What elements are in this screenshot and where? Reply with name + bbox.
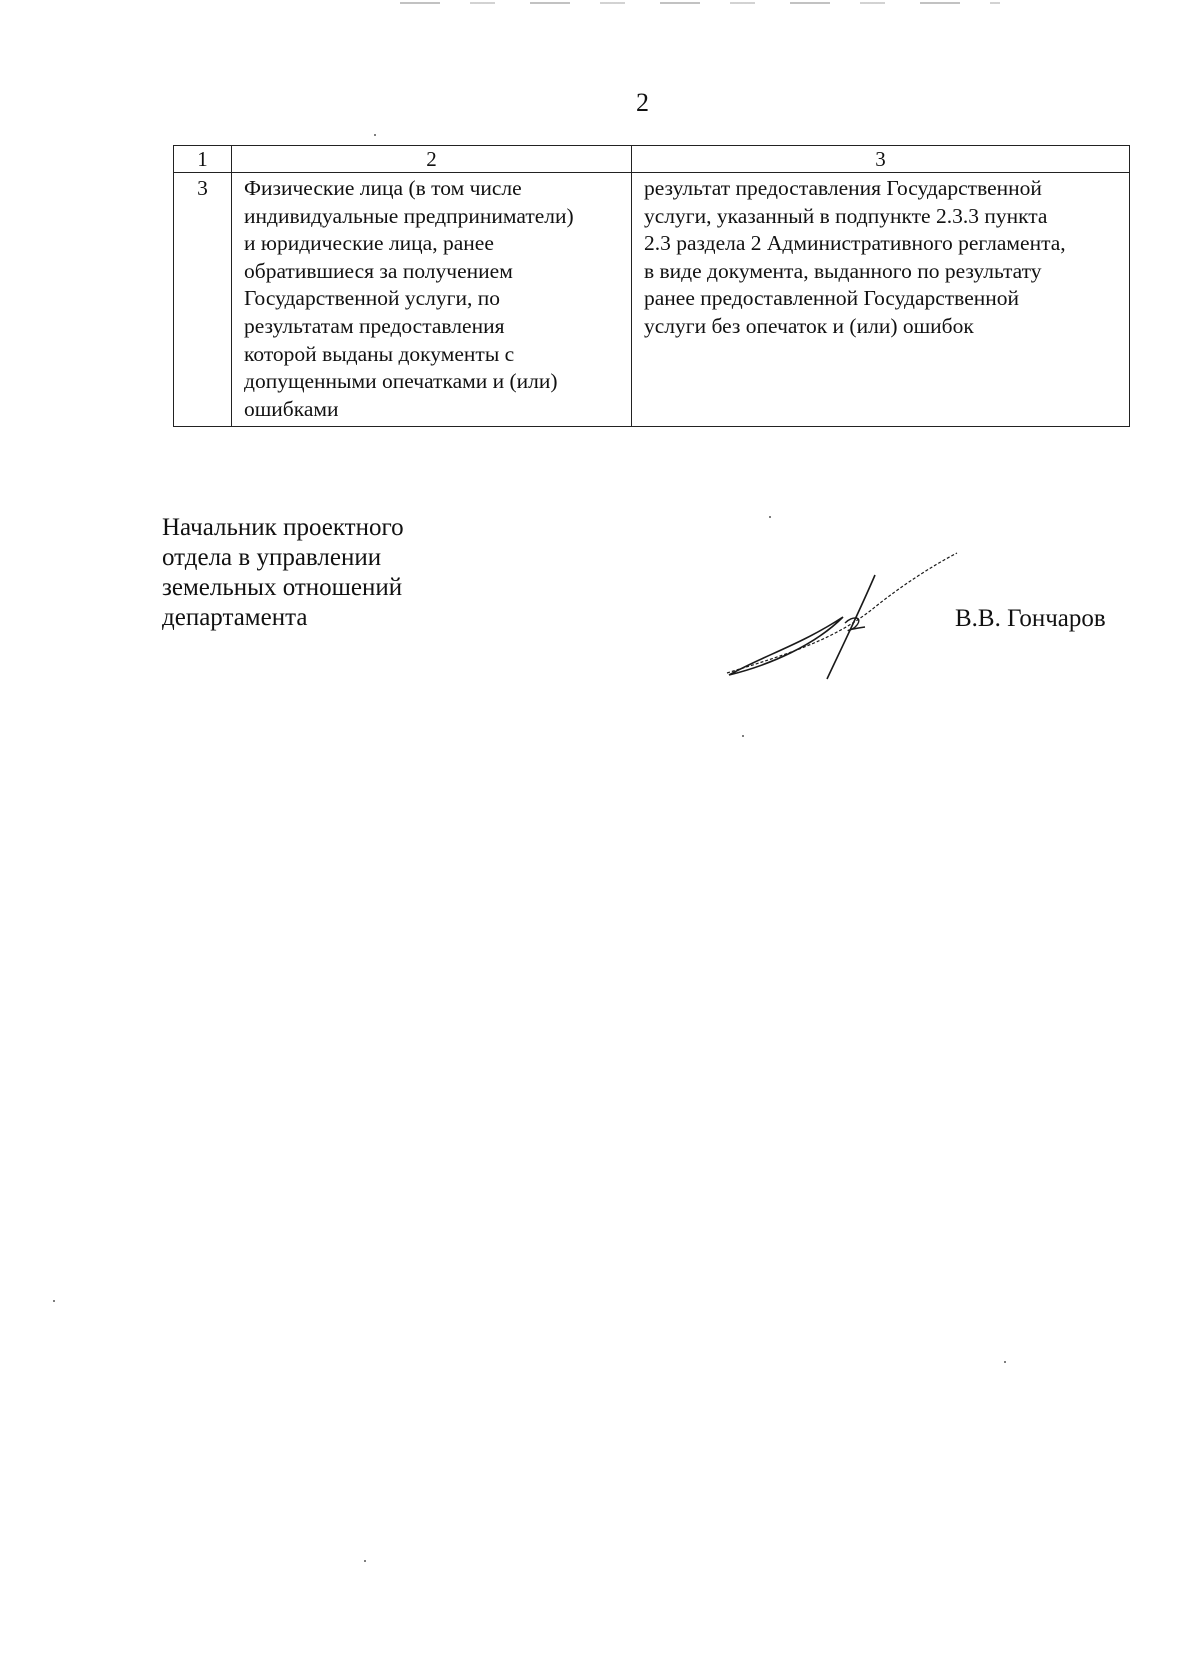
handwritten-signature bbox=[725, 545, 965, 685]
scan-speck bbox=[769, 516, 771, 518]
services-table bbox=[173, 145, 1130, 427]
table-header-row bbox=[174, 146, 1130, 173]
scan-speck bbox=[1004, 1361, 1006, 1363]
scan-speck bbox=[374, 134, 376, 136]
table-header-cell: 2 bbox=[232, 146, 632, 173]
scan-speck bbox=[364, 1560, 366, 1562]
signer-position: Начальник проектного отдела в управлении земельных отношений департамента bbox=[162, 514, 404, 631]
scan-artifact-line bbox=[400, 2, 1000, 4]
scan-speck bbox=[53, 1300, 55, 1302]
page-number: 2 bbox=[636, 88, 649, 117]
result-cell: результат предоставления Государственной услуги, указанный в подпункте 2.3.3 пункта 2.3 раздела 2 Административного регламента, в виде документа, выданного по результату ранее предоставленной Государственной услуги без опечаток и (или) ошибок bbox=[632, 173, 1130, 427]
row-number-cell: 3 bbox=[174, 173, 232, 427]
signer-name: В.В. Гончаров bbox=[955, 605, 1106, 632]
table-row bbox=[174, 173, 1130, 427]
scan-speck bbox=[742, 735, 744, 737]
applicants-cell: Физические лица (в том числе индивидуальные предприниматели) и юридические лица, ранее обратившиеся за получением Государственной услуги, по результатам предоставления которой выданы документы с допущенными опечатками и (или) ошибками bbox=[232, 173, 632, 427]
table-header-cell: 3 bbox=[632, 146, 1130, 173]
table-header-cell: 1 bbox=[174, 146, 232, 173]
